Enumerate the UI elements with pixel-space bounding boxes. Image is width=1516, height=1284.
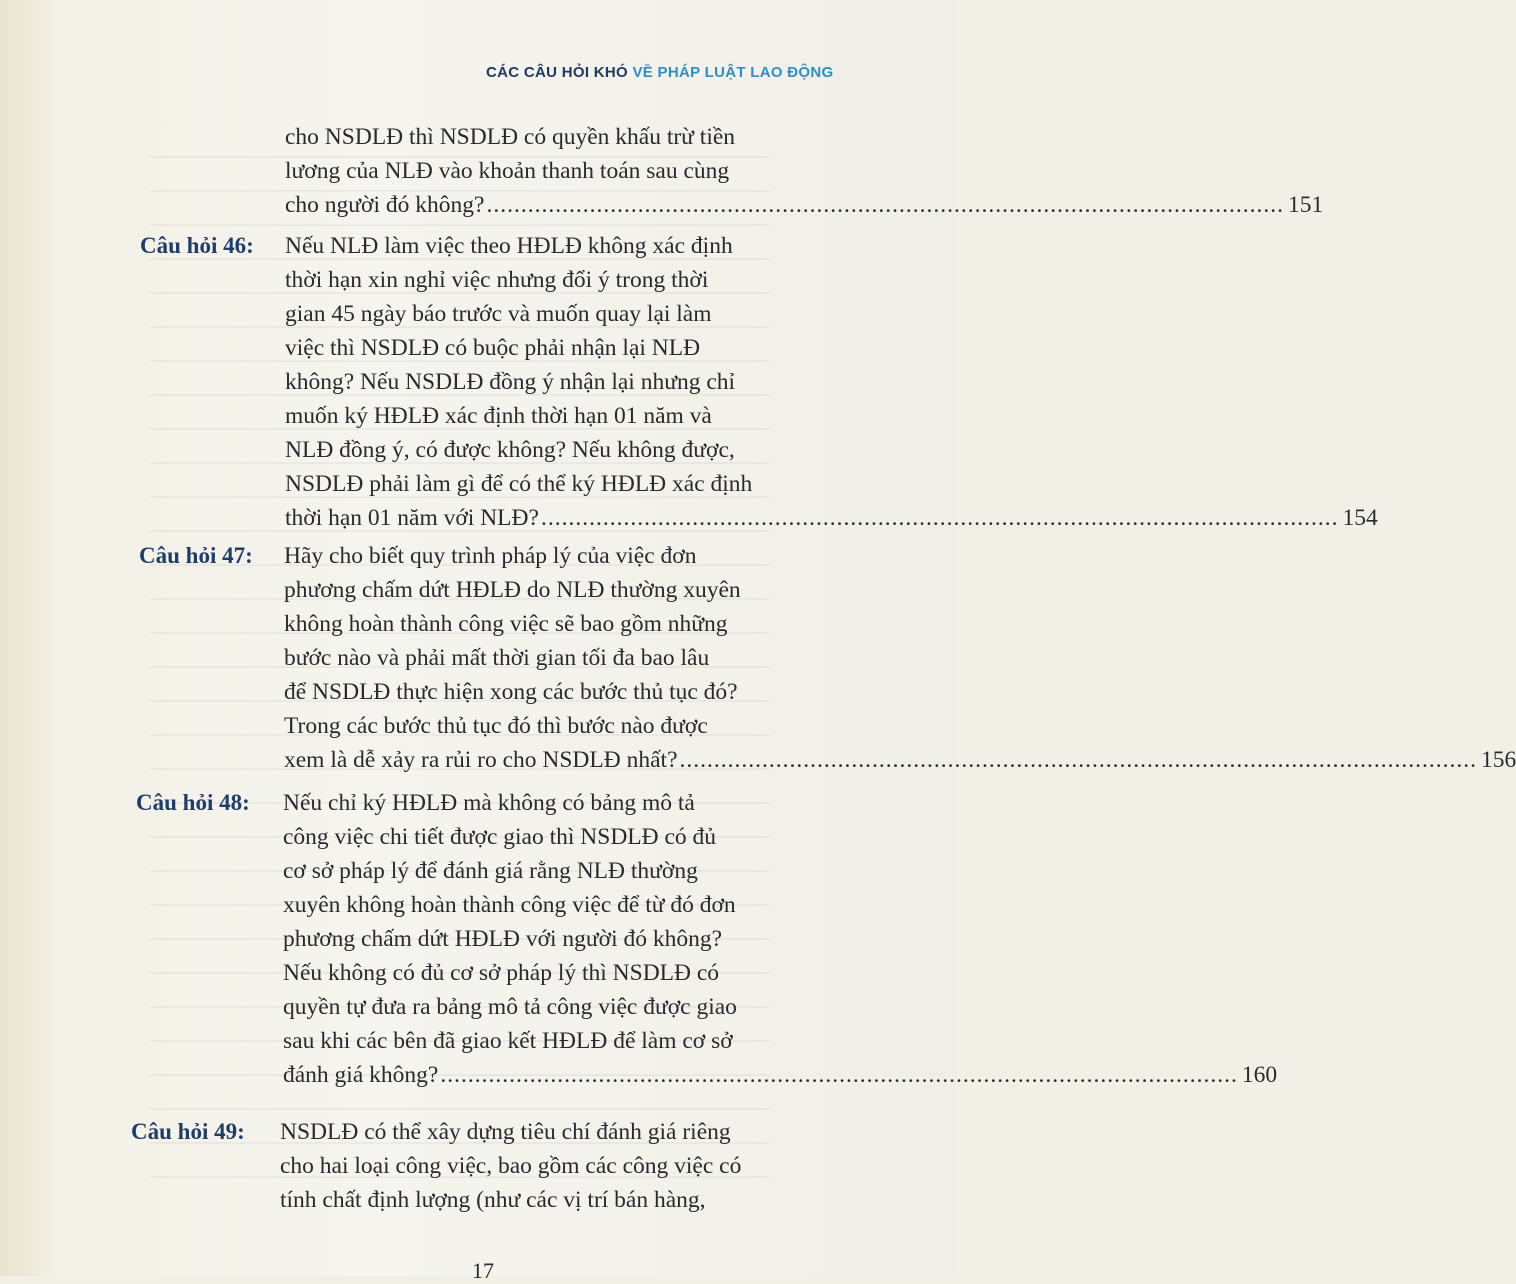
entry-line: bước nào và phải mất thời gian tối đa bao lâu xyxy=(284,645,710,671)
page-ref: 160 xyxy=(1241,1062,1278,1088)
entry-line: NLĐ đồng ý, có được không? Nếu không được, xyxy=(285,437,735,463)
entry-text xyxy=(285,229,1378,535)
entry-line: công việc chi tiết được giao thì NSDLĐ có đủ xyxy=(283,824,717,850)
entry-line: cho người đó không? xyxy=(285,192,485,218)
entry-line: không? Nếu NSDLĐ đồng ý nhận lại nhưng chỉ xyxy=(285,369,736,395)
header-part2: VỀ PHÁP LUẬT LAO ĐỘNG xyxy=(632,64,834,81)
entry-last-line xyxy=(284,743,1516,777)
entry-line: gian 45 ngày báo trước và muốn quay lại làm xyxy=(285,301,712,327)
entry-line: quyền tự đưa ra bảng mô tả công việc được giao xyxy=(283,994,737,1020)
entry-line: xem là dễ xảy ra rủi ro cho NSDLĐ nhất? xyxy=(284,747,678,773)
entry-line: tính chất định lượng (như các vị trí bán hàng, xyxy=(280,1187,706,1213)
entry-text xyxy=(283,786,1278,1092)
entry-line: Nếu không có đủ cơ sở pháp lý thì NSDLĐ có xyxy=(283,960,720,986)
entry-line: phương chấm dứt HĐLĐ với người đó không? xyxy=(283,926,723,952)
entry-text xyxy=(280,1115,840,1217)
entry-line: muốn ký HĐLĐ xác định thời hạn 01 năm và xyxy=(285,403,712,429)
entry-line: Trong các bước thủ tục đó thì bước nào được xyxy=(284,713,708,739)
entry-line: thời hạn xin nghỉ việc nhưng đổi ý trong thời xyxy=(285,267,709,293)
question-label: Câu hỏi 47: xyxy=(139,543,253,568)
page-ref: 156 xyxy=(1481,747,1516,773)
entry-line: phương chấm dứt HĐLĐ do NLĐ thường xuyên xyxy=(284,577,741,603)
leader-dots: .................................................................................................................... xyxy=(486,192,1284,218)
header-part1: CÁC CÂU HỎI KHÓ xyxy=(486,64,633,81)
entry-line: cơ sở pháp lý để đánh giá rằng NLĐ thường xyxy=(283,858,698,884)
page-ref: 151 xyxy=(1287,192,1324,218)
entry-line: để NSDLĐ thực hiện xong các bước thủ tục đó? xyxy=(284,679,738,705)
entry-last-line xyxy=(285,501,1378,535)
entry-last-line xyxy=(283,1058,1278,1092)
question-label: Câu hỏi 46: xyxy=(140,233,254,258)
entry-line: không hoàn thành công việc sẽ bao gồm những xyxy=(284,611,728,637)
entry-line: Nếu NLĐ làm việc theo HĐLĐ không xác định xyxy=(285,233,733,259)
entry-line: sau khi các bên đã giao kết HĐLĐ để làm cơ sở xyxy=(283,1028,733,1054)
entry-last-line xyxy=(285,188,1324,222)
entry-line: xuyên không hoàn thành công việc để từ đó đơn xyxy=(283,892,736,918)
running-header xyxy=(486,64,834,81)
entry-line: cho hai loại công việc, bao gồm các công việc có xyxy=(280,1153,742,1179)
entry-line: đánh giá không? xyxy=(283,1062,439,1088)
question-label: Câu hỏi 48: xyxy=(136,790,250,815)
entry-line: lương của NLĐ vào khoản thanh toán sau cùng xyxy=(285,158,730,184)
entry-line: NSDLĐ phải làm gì để có thể ký HĐLĐ xác định xyxy=(285,471,753,497)
entry-line: Hãy cho biết quy trình pháp lý của việc đơn xyxy=(284,543,697,569)
entry-line: thời hạn 01 năm với NLĐ? xyxy=(285,505,539,531)
leader-dots: .................................................................................................................... xyxy=(679,747,1477,773)
leader-dots: .................................................................................................................... xyxy=(540,505,1339,531)
entry-text xyxy=(284,539,1516,777)
page-number: 17 xyxy=(472,1258,494,1283)
entry-line: việc thì NSDLĐ có buộc phải nhận lại NLĐ xyxy=(285,335,701,361)
leader-dots: .................................................................................................................... xyxy=(440,1062,1238,1088)
page-ref: 154 xyxy=(1342,505,1378,531)
entry-line: cho NSDLĐ thì NSDLĐ có quyền khấu trừ tiền xyxy=(285,124,736,150)
entry-text xyxy=(285,120,1324,222)
entry-line: Nếu chỉ ký HĐLĐ mà không có bảng mô tả xyxy=(283,790,695,816)
entry-line: NSDLĐ có thể xây dựng tiêu chí đánh giá riêng xyxy=(280,1119,731,1145)
question-label: Câu hỏi 49: xyxy=(131,1119,245,1144)
